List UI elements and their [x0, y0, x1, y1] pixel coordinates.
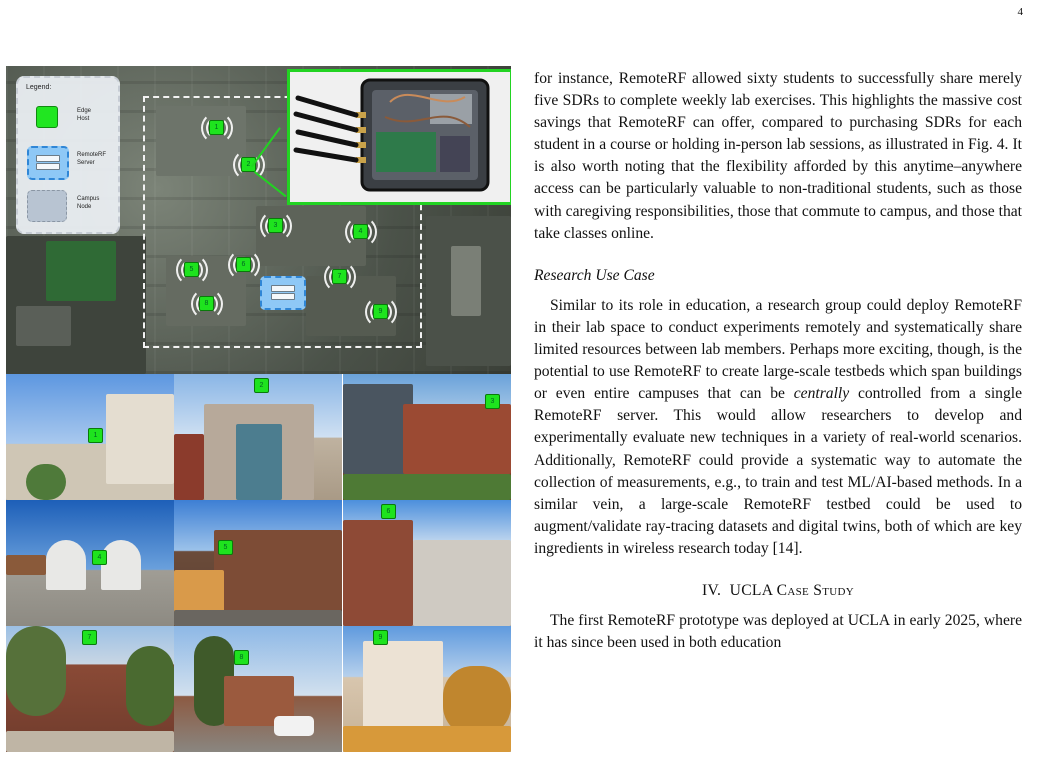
legend-label-line1: Edge: [77, 108, 92, 114]
photo-node-6: [343, 500, 511, 626]
photo-node-badge-9: 9: [373, 630, 388, 645]
campus-node-3: 3: [268, 218, 283, 233]
section-title-part: ase: [787, 581, 810, 599]
campus-node-5: 5: [184, 262, 199, 277]
photo-node-1: [6, 374, 174, 500]
photo-node-7: [6, 626, 174, 752]
paragraph-education: for instance, RemoteRF allowed sixty students to successfully share merely five SDRs to complete weekly lab exercises. This highlights the massive cost savings that RemoteRF can offer, compared to purchasing SDRs for each student in a course or holding in-person lab sessions, as illustrated in Fig. 4. It is also worth noting that the flexibility afforded by this anytime–anywhere access can be particularly valuable to non-traditional students, such as those with caregiving responsibilities, those that commute to campus, and those that take classes online.: [534, 70, 1022, 242]
legend: [16, 76, 120, 234]
remoterf-server-icon: [260, 276, 306, 310]
section-title-part: S: [809, 581, 823, 599]
legend-item-remoterf-server: [27, 146, 113, 180]
edge-host-photo: [287, 69, 511, 205]
paragraph-research-part2: controlled from a single RemoteRF server. This would allow researchers to develop and experimentally evaluate new techniques in a variety of real-world scenarios. Additionally, RemoteRF could provide a systematic way to automate the collection of measurements, e.g., to train and test ML/AI-based methods. In a similar vein, a large-scale RemoteRF testbed could be used to augment/validate ray-tracing datasets and digital twins, both of which are key ingredients in wireless research today [14].: [534, 385, 1023, 557]
edge-host-icon: [36, 106, 58, 128]
campus-node-photo-grid: [6, 374, 511, 752]
campus-node-2: 2: [241, 157, 256, 172]
emphasis-centrally: centrally: [793, 385, 850, 403]
photo-node-badge-7: 7: [82, 630, 97, 645]
campus-node-7: 7: [332, 269, 347, 284]
legend-title: Legend:: [26, 84, 52, 91]
paragraph-case-study: The first RemoteRF prototype was deployed at UCLA in early 2025, where it has since been used in both education: [534, 612, 1022, 652]
campus-node-4: 4: [353, 224, 368, 239]
paragraph-research-part1: Similar to its role in education, a research group could deploy RemoteRF in their lab space to conduct experiments remotely and systematically share limited resources between lab members. Perhaps more exciting, though, is the potential to use RemoteRF to create large-scale testbeds which span buildings or even entire campuses that can be: [534, 296, 1022, 403]
campus-aerial-map: [6, 66, 511, 374]
photo-node-badge-4: 4: [92, 550, 107, 565]
section-title-part: UCLA C: [729, 581, 788, 599]
photo-node-5: [174, 500, 342, 626]
photo-node-badge-2: 2: [254, 378, 269, 393]
legend-label-line2: Host: [77, 116, 90, 122]
server-icon: [27, 146, 69, 180]
campus-node-1: 1: [209, 120, 224, 135]
campus-node-icon: [27, 190, 67, 222]
photo-node-2: [174, 374, 342, 500]
campus-node-9: 9: [373, 304, 388, 319]
photo-node-3: [343, 374, 511, 500]
photo-node-badge-5: 5: [218, 540, 233, 555]
legend-item-campus-node: [27, 190, 113, 224]
page-number: 4: [1017, 6, 1023, 18]
legend-item-edge-host: [27, 102, 113, 136]
photo-node-badge-1: 1: [88, 428, 103, 443]
text-column: [534, 68, 1022, 654]
photo-node-9: [343, 626, 511, 752]
legend-label-line2: Server: [77, 160, 95, 166]
section-heading-ucla-case-study: [534, 580, 1022, 602]
photo-node-badge-3: 3: [485, 394, 500, 409]
paragraph-research: [534, 295, 1022, 560]
photo-node-4: [6, 500, 174, 626]
figure-4: [6, 66, 511, 752]
campus-node-8: 8: [199, 296, 214, 311]
photo-node-badge-6: 6: [381, 504, 396, 519]
subsection-heading-research: Research Use Case: [534, 266, 655, 284]
legend-label-line1: Campus: [77, 196, 100, 202]
campus-node-6: 6: [236, 257, 251, 272]
sdr-enclosure-illustration: [290, 72, 510, 202]
photo-node-8: [174, 626, 342, 752]
section-number: IV.: [702, 581, 722, 599]
legend-label-line1: RemoteRF: [77, 152, 107, 158]
legend-label-line2: Node: [77, 204, 92, 210]
photo-node-badge-8: 8: [234, 650, 249, 665]
section-title-part: tudy: [822, 581, 854, 599]
